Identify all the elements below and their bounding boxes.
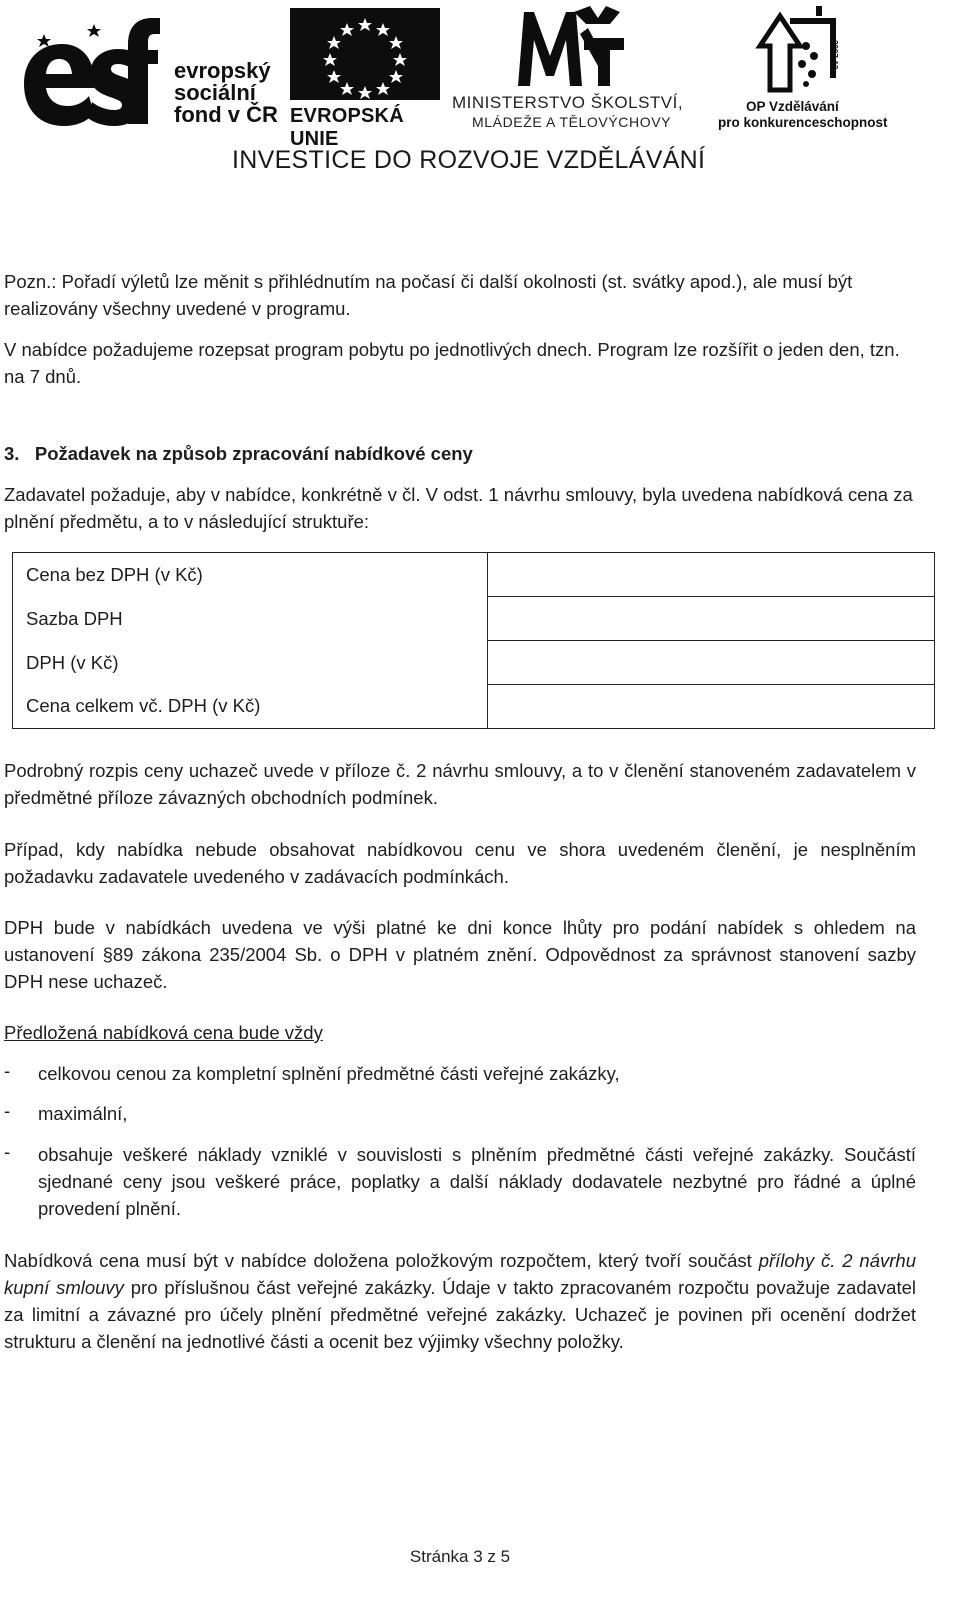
eu-label: EVROPSKÁ UNIE [290, 105, 404, 150]
budget-text-2: pro příslušnou část veřejné zakázky. Údaje v takto zpracovaném rozpočtu považuje zadavatel za limitní a závazné pro účely plnění předmětné veřejné zakázky. Uchazeč je povinen při ocenění dodržet strukturu a členění na jednotlivé části a ocenit bez výjimky všechny položky. [4, 1277, 917, 1352]
page-number: Stránka 3 z 5 [409, 1547, 511, 1566]
esf-line-1: evropský [174, 58, 271, 83]
vat-paragraph: DPH bude v nabídkách uvedena ve výši platné ke dni konce lhůty pro podání nabídek s ohledem na ustanovení §89 zákona 235/2004 Sb. o DPH v platném znění. Odpovědnost za správnost stanovení sazby DPH nese uchazeč. [4, 917, 916, 992]
budget-paragraph [4, 1247, 916, 1355]
price-row-value [488, 685, 935, 729]
op-line-2: pro konkurenceschopnost [718, 115, 888, 130]
investment-banner: INVESTICE DO ROZVOJE VZDĚLÁVÁNÍ [232, 146, 706, 174]
offer-program-paragraph: V nabídce požadujeme rozepsat program pobytu po jednotlivých dnech. Program lze rozšířit o jeden den, tzn. na 7 dnů. [4, 339, 900, 387]
detail-paragraph: Podrobný rozpis ceny uchazeč uvede v příloze č. 2 návrhu smlouvy, a to v členění stanoveném zadavatelem v předmětné příloze závazných obchodních podmínek. [4, 760, 916, 808]
price-row-label: Cena bez DPH (v Kč) [13, 553, 488, 597]
bullet-item: celkovou cenou za kompletní splnění předmětné části veřejné zakázky, [38, 1063, 620, 1084]
op-logo [718, 4, 888, 130]
bullet-dash: - [4, 1060, 11, 1081]
msmt-mark-icon [514, 4, 644, 88]
esf-line-2: sociální [174, 80, 256, 105]
price-row-label: Sazba DPH [13, 597, 488, 641]
budget-attachment-ref: přílohy č. 2 návrhu kupní smlouvy [4, 1250, 916, 1298]
op-mark-icon [746, 4, 866, 96]
section-title: Požadavek na způsob zpracování nabídkové ceny [34, 443, 473, 464]
note-paragraph: Pozn.: Pořadí výletů lze měnit s přihlédnutím na počasí či další okolnosti (st. svátky apod.), ale musí být realizovány všechny uvedené v programu. [4, 271, 853, 319]
bullet-item: obsahuje veškeré náklady vzniklé v souvislosti s plněním předmětné části veřejné zakázky. Součástí sjednané ceny jsou veškeré práce, poplatky a další náklady dodavatele nezbytné pro řádné a úplné provedení plnění. [38, 1144, 916, 1219]
price-row-label: DPH (v Kč) [13, 641, 488, 685]
eu-flag-icon [290, 8, 440, 100]
op-years: 2007-13 [830, 40, 839, 70]
bullet-dash: - [4, 1100, 11, 1121]
esf-mark-icon [22, 14, 167, 130]
price-row-value [488, 641, 935, 685]
intro-paragraph: Zadavatel požaduje, aby v nabídce, konkrétně v čl. V odst. 1 návrhu smlouvy, byla uvedena nabídková cena za plnění předmětu, a to v následující struktuře: [4, 484, 913, 532]
always-heading: Předložená nabídková cena bude vždy [4, 1022, 323, 1043]
msmt-line-1: MINISTERSTVO ŠKOLSTVÍ, [452, 93, 684, 112]
price-table [12, 552, 935, 729]
price-row [13, 553, 935, 597]
section-heading [4, 440, 916, 467]
bullet-dash: - [4, 1141, 11, 1162]
budget-text-1: Nabídková cena musí být v nabídce doložena položkovým rozpočtem, který tvoří součást [4, 1250, 752, 1271]
header-logos [0, 0, 960, 174]
price-row [13, 641, 935, 685]
msmt-line-2: MLÁDEŽE A TĚLOVÝCHOVY [472, 114, 672, 130]
op-line-1: OP Vzdělávání [746, 99, 839, 114]
msmt-logo [452, 4, 712, 130]
price-row-label: Cena celkem vč. DPH (v Kč) [13, 685, 488, 729]
section-number: 3. [4, 443, 20, 464]
bullet-item: maximální, [38, 1103, 128, 1124]
eu-logo [290, 8, 440, 150]
noncompliance-paragraph: Případ, kdy nabídka nebude obsahovat nabídkovou cenu ve shora uvedeném členění, je nesplněním požadavku zadavatele uvedeného v zadávacích podmínkách. [4, 839, 916, 887]
price-row [13, 597, 935, 641]
esf-line-3: fond v ČR [174, 102, 278, 127]
price-row-value [488, 597, 935, 641]
price-row-value [488, 553, 935, 597]
price-row [13, 685, 935, 729]
esf-logo [22, 14, 282, 134]
